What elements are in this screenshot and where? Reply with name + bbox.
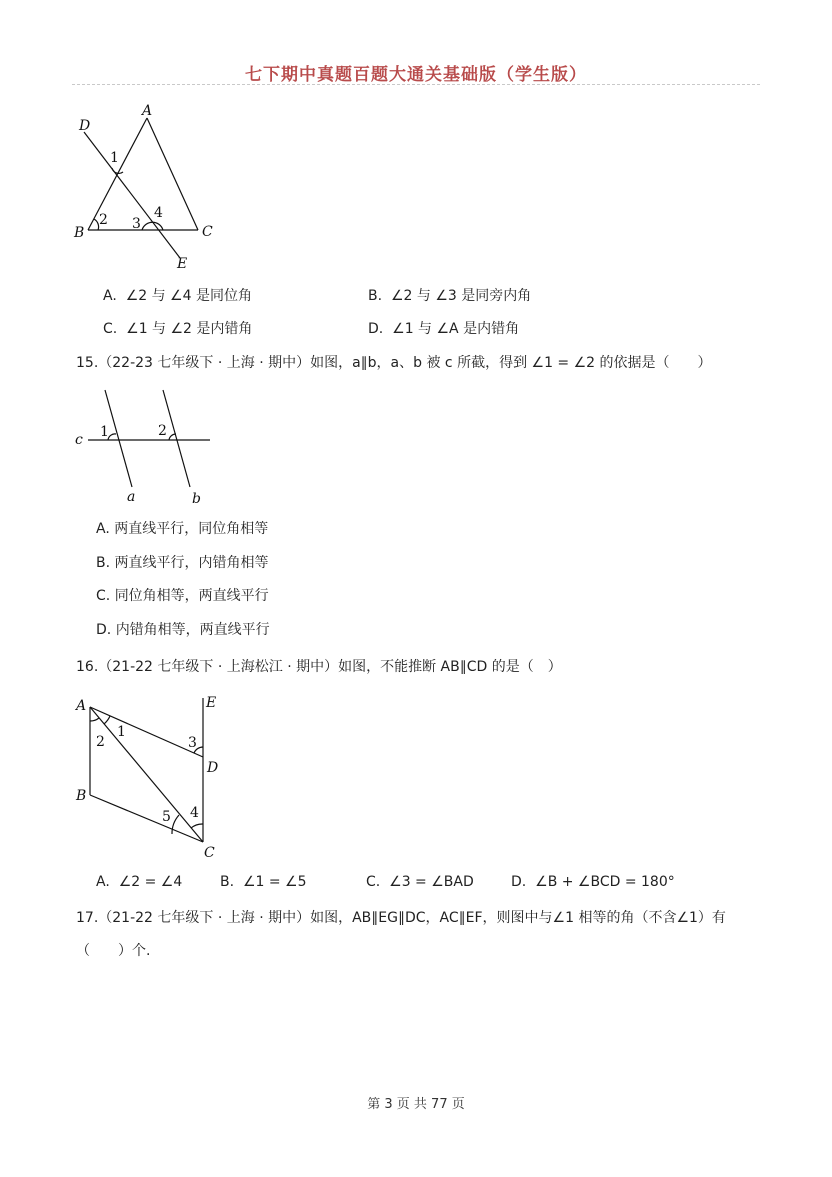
q16-option-c[interactable] — [366, 874, 474, 890]
q14-label-1: 1 — [110, 150, 119, 166]
q16-label-e: E — [206, 695, 217, 711]
q14-line-de — [84, 132, 180, 258]
q16-label-4: 4 — [190, 805, 199, 821]
q14-option-c-letter: C. — [103, 321, 118, 337]
q16-option-b-letter: B. — [220, 874, 235, 890]
q16-line-ac — [90, 707, 203, 842]
q14-arc-2 — [94, 219, 99, 230]
q14-label-b: B — [74, 225, 85, 241]
q14-label-4: 4 — [154, 205, 163, 221]
q15-option-a-text: 两直线平行，同位角相等 — [114, 521, 269, 537]
q15-stem: 15.（22-23 七年级下 · 上海 · 期中）如图，a∥b，a、b 被 c 所截，得到 ∠1 = ∠2 的依据是（ ） — [76, 355, 712, 371]
q16-option-a-text: ∠2 = ∠4 — [118, 874, 183, 890]
page-header-title: 七下期中真题百题大通关基础版（学生版） — [245, 65, 587, 85]
q15-option-a-letter: A. — [96, 521, 110, 537]
q14-option-b[interactable] — [368, 285, 531, 305]
q16-figure — [70, 690, 230, 865]
q16-option-a[interactable] — [96, 874, 182, 890]
q15-option-c[interactable] — [96, 585, 269, 605]
q14-label-c: C — [202, 224, 213, 240]
q17-stem-line2: （ ）个. — [76, 943, 151, 959]
q15-option-b-letter: B. — [96, 555, 111, 571]
q15-option-c-letter: C. — [96, 588, 111, 604]
q14-figure — [70, 100, 230, 275]
q16-label-a: A — [76, 698, 87, 714]
q16-option-d-text: ∠B + ∠BCD = 180° — [535, 874, 675, 890]
q14-option-c[interactable] — [103, 318, 252, 338]
q14-label-d: D — [79, 118, 91, 134]
q15-figure — [70, 385, 220, 510]
q15-option-d[interactable] — [96, 619, 270, 639]
q15-label-2: 2 — [158, 423, 167, 439]
q17-stem-line1: 17.（21-22 七年级下 · 上海 · 期中）如图，AB∥EG∥DC，AC∥EF，则图中与∠1 相等的角（不含∠1）有 — [76, 910, 726, 926]
q15-option-b-text: 两直线平行，内错角相等 — [114, 555, 269, 571]
q14-option-d-letter: D. — [368, 321, 384, 337]
q14-label-a: A — [142, 103, 153, 119]
q16-stem: 16.（21-22 七年级下 · 上海松江 · 期中）如图，不能推断 AB∥CD 的是（ ） — [76, 659, 562, 675]
q14-option-a-text: ∠2 与 ∠4 是同位角 — [125, 288, 252, 304]
q16-label-1: 1 — [117, 724, 126, 740]
q16-option-c-letter: C. — [366, 874, 381, 890]
q15-option-d-letter: D. — [96, 622, 112, 638]
q14-label-e: E — [177, 256, 188, 272]
q14-arc-4 — [142, 222, 163, 230]
header-divider — [72, 84, 760, 85]
q16-arc-4 — [191, 824, 203, 828]
q16-label-c: C — [204, 845, 215, 861]
q15-option-a[interactable] — [96, 518, 268, 538]
q14-arc-1 — [112, 168, 123, 173]
q14-label-3: 3 — [132, 216, 141, 232]
q16-label-5: 5 — [162, 809, 171, 825]
page-footer: 第 3 页 共 77 页 — [367, 1097, 465, 1112]
q14-option-d-text: ∠1 与 ∠A 是内错角 — [392, 321, 520, 337]
q15-option-d-text: 内错角相等，两直线平行 — [115, 622, 270, 638]
q14-option-a-letter: A. — [103, 288, 117, 304]
q14-option-b-text: ∠2 与 ∠3 是同旁内角 — [390, 288, 532, 304]
q16-label-3: 3 — [188, 735, 197, 751]
q16-option-b-text: ∠1 = ∠5 — [242, 874, 307, 890]
q16-option-d[interactable] — [511, 874, 675, 890]
q14-option-c-text: ∠1 与 ∠2 是内错角 — [126, 321, 253, 337]
q14-option-a[interactable] — [103, 285, 252, 305]
q16-line-ad — [90, 707, 203, 757]
q16-label-2: 2 — [96, 734, 105, 750]
q15-option-c-text: 同位角相等，两直线平行 — [114, 588, 269, 604]
q16-option-b[interactable] — [220, 874, 307, 890]
q15-line-b — [163, 390, 190, 487]
q16-option-a-letter: A. — [96, 874, 110, 890]
q14-label-2: 2 — [99, 212, 108, 228]
q14-option-b-letter: B. — [368, 288, 383, 304]
q15-option-b[interactable] — [96, 552, 269, 572]
q15-line-a — [105, 390, 132, 487]
q16-option-c-text: ∠3 = ∠BAD — [389, 874, 474, 890]
q15-label-b: b — [192, 491, 201, 507]
q16-label-d: D — [207, 760, 219, 776]
q15-label-c: c — [75, 432, 83, 448]
q15-arc-1 — [108, 434, 116, 440]
q14-option-d[interactable] — [368, 318, 519, 338]
q16-label-b: B — [76, 788, 87, 804]
q15-label-1: 1 — [100, 424, 109, 440]
q16-option-d-letter: D. — [511, 874, 527, 890]
q15-label-a: a — [127, 489, 136, 505]
q16-arc-2 — [90, 718, 99, 721]
q14-line-ab — [88, 118, 147, 230]
q16-line-bc — [90, 795, 203, 842]
q16-arc-1 — [104, 716, 110, 724]
